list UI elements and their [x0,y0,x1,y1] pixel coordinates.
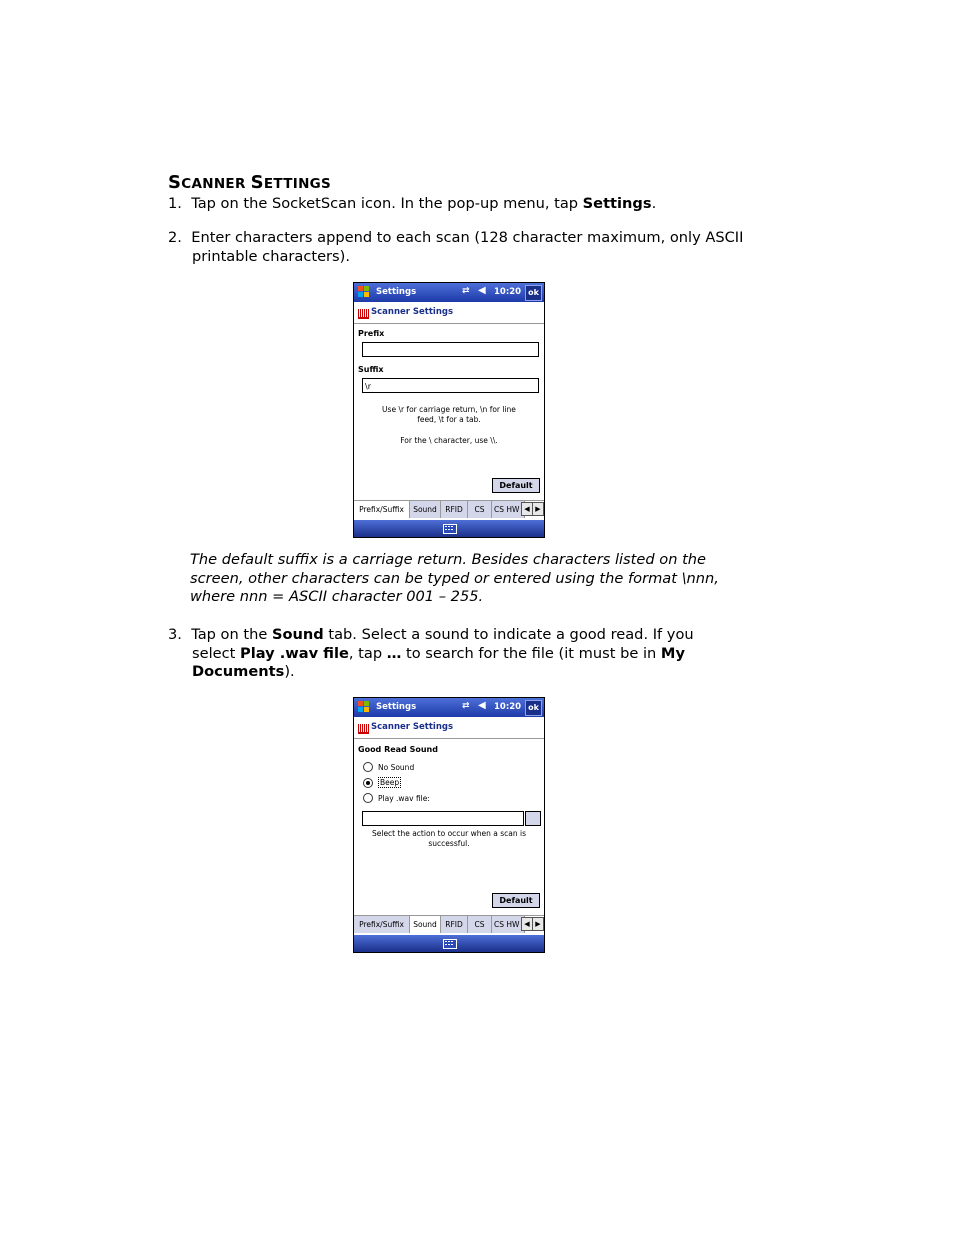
section-heading: SCANNER SETTINGS [168,172,332,193]
step-2-cont: printable characters). [192,248,350,265]
scanner-logo-icon [358,309,369,319]
radio-label-beep[interactable]: Beep [380,778,400,787]
app-header-title: Scanner Settings [371,307,454,317]
tab-cs[interactable]: CS [468,501,492,518]
clock[interactable]: 10:20 [494,287,522,297]
tab-scroll-left-icon[interactable]: ◀ [521,502,533,516]
suffix-label: Suffix [358,365,384,374]
screenshot-sound [353,697,545,953]
tab-bar [354,500,544,519]
keyboard-icon[interactable] [443,524,457,534]
keyboard-icon[interactable] [443,939,457,949]
tab-rfid[interactable]: RFID [441,916,468,933]
app-header [354,717,544,739]
step-3-line3: Documents). [192,663,295,680]
title-bar [354,283,544,302]
connectivity-icon[interactable]: ⇄ [462,701,470,711]
tab-rfid[interactable]: RFID [441,501,468,518]
step-1: 1. Tap on the SocketScan icon. In the pop-up menu, tap Settings. [168,195,657,212]
step-3-line2: select Play .wav file, tap … to search for the file (it must be in My [192,645,685,662]
tab-sound[interactable]: Sound [410,916,441,933]
radio-beep[interactable] [363,778,373,788]
help-text-line3: For the \ character, use \\. [400,436,498,445]
volume-icon[interactable]: ◀ [478,285,486,296]
help-text-line1: Select the action to occur when a scan is [371,829,527,838]
browse-button[interactable] [525,811,541,826]
tab-scroll-left-icon[interactable]: ◀ [521,917,533,931]
app-header-title: Scanner Settings [371,722,454,732]
ok-button[interactable]: ok [525,700,542,716]
help-text-line2: successful. [428,839,470,848]
radio-no-sound[interactable] [363,762,373,772]
tab-sound[interactable]: Sound [410,501,441,518]
prefix-label: Prefix [358,329,385,338]
help-text-line2: feed, \t for a tab. [417,415,481,424]
tab-cs-hw[interactable]: CS HW [492,916,525,933]
tab-scroll-right-icon[interactable]: ▶ [532,502,544,516]
step-3: 3. Tap on the Sound tab. Select a sound to indicate a good read. If you [168,626,694,643]
radio-label-play-wav[interactable]: Play .wav file: [378,794,430,803]
app-header [354,302,544,324]
windows-start-icon[interactable] [358,701,370,713]
step-2: 2. Enter characters append to each scan (128 character maximum, only ASCII [168,229,744,246]
menu-bar [354,520,544,537]
prefix-field[interactable] [362,342,539,357]
suffix-field[interactable]: \r [362,378,539,393]
tab-scroll-right-icon[interactable]: ▶ [532,917,544,931]
connectivity-icon[interactable]: ⇄ [462,286,470,296]
default-suffix-note: The default suffix is a carriage return. Besides characters listed on the screen, other characters can be typed or entered using the format \nnn, where nnn = ASCII character 001 – 255. [190,551,719,606]
default-button[interactable]: Default [492,478,540,493]
clock[interactable]: 10:20 [494,702,522,712]
window-title: Settings [376,702,417,712]
screenshot-prefix-suffix [353,282,545,538]
windows-start-icon[interactable] [358,286,370,298]
radio-play-wav[interactable] [363,793,373,803]
help-text-line1: Use \r for carriage return, \n for line [382,405,516,414]
volume-icon[interactable]: ◀ [478,700,486,711]
tab-bar [354,915,544,934]
tab-prefix-suffix[interactable]: Prefix/Suffix [354,501,410,518]
tab-prefix-suffix[interactable]: Prefix/Suffix [354,916,410,933]
wav-file-field[interactable] [362,811,524,826]
ok-button[interactable]: ok [525,285,542,301]
scanner-logo-icon [358,724,369,734]
tab-cs[interactable]: CS [468,916,492,933]
good-read-sound-label: Good Read Sound [358,745,438,754]
radio-label-no-sound[interactable]: No Sound [378,763,415,772]
default-button[interactable]: Default [492,893,540,908]
menu-bar [354,935,544,952]
tab-cs-hw[interactable]: CS HW [492,501,525,518]
window-title: Settings [376,287,417,297]
title-bar [354,698,544,717]
